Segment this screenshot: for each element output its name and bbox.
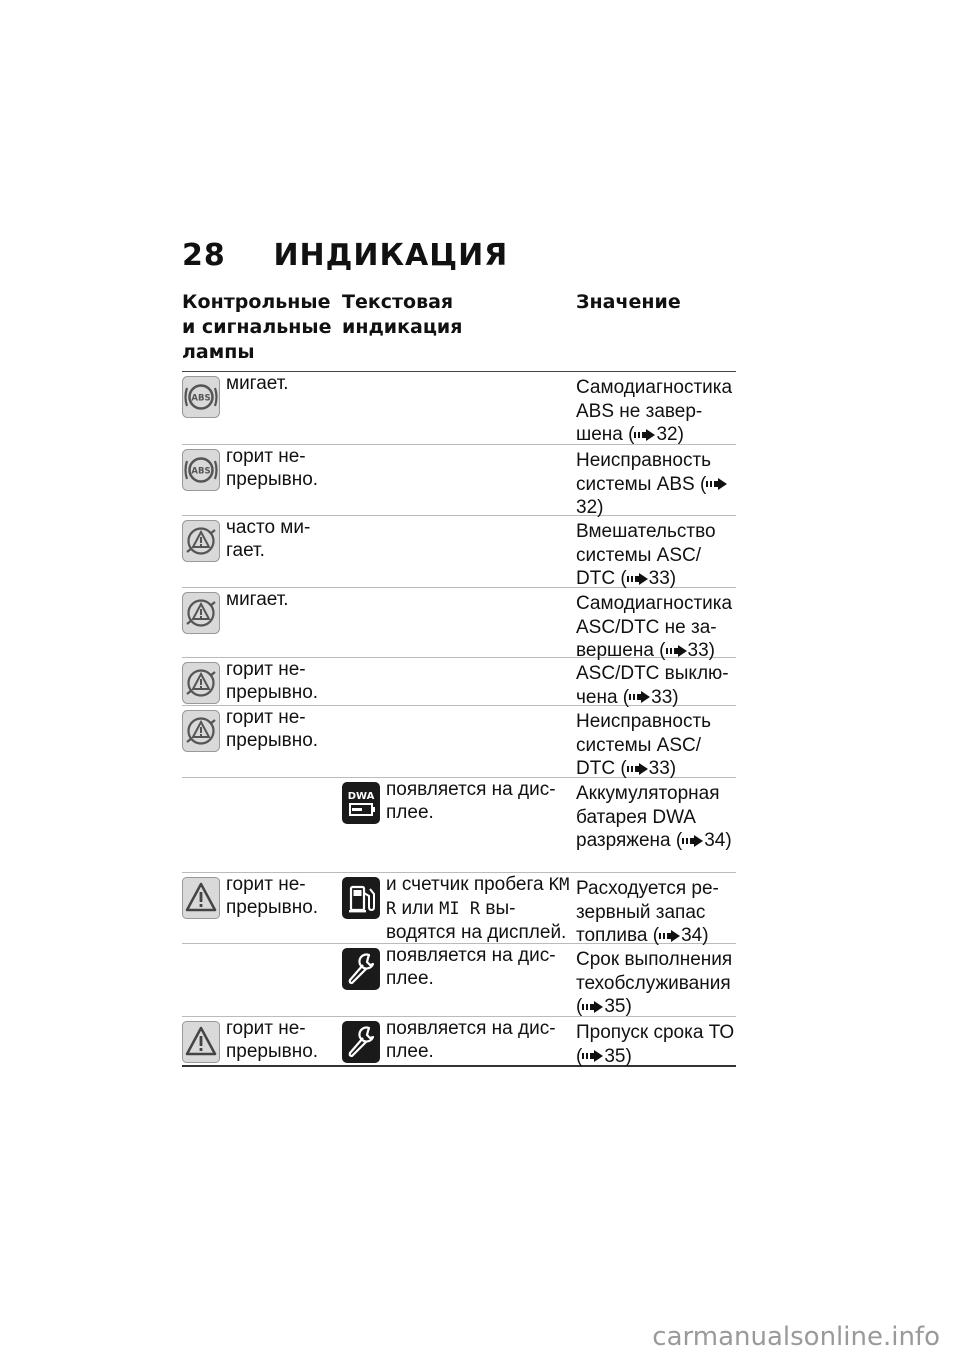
reference-arrow-icon — [627, 572, 649, 586]
lamp-cell — [182, 516, 342, 587]
dwa-battery-icon — [342, 782, 380, 824]
meaning-cell — [576, 445, 736, 518]
wrench-icon — [342, 948, 380, 990]
meaning-cell — [576, 778, 736, 872]
table-row — [182, 873, 736, 944]
lamp-state-text: часто ми-гает. — [226, 517, 311, 561]
meaning-cell — [576, 706, 736, 777]
reference-arrow-icon — [634, 428, 656, 442]
text-display-cell — [342, 778, 576, 872]
asc-warning-icon — [182, 710, 220, 752]
table-row — [182, 778, 736, 873]
lamp-state-text: мигает. — [226, 589, 289, 610]
meaning-text: Неисправность системы ABS (32) — [576, 445, 736, 520]
lamp-cell — [182, 658, 342, 705]
odometer-label: MI R — [439, 899, 481, 919]
text-display-cell — [342, 944, 576, 1016]
text-display-cell — [342, 658, 576, 705]
asc-warning-icon — [182, 520, 220, 562]
meaning-cell — [576, 372, 736, 444]
table-row — [182, 1017, 736, 1067]
column-header-lamps: Контрольные и сигнальные лампы — [182, 291, 332, 363]
general-warning-icon — [182, 877, 220, 919]
meaning-cell — [576, 873, 736, 946]
column-header-meaning: Значение — [576, 291, 681, 313]
table-row — [182, 588, 736, 661]
meaning-text: Самодиагностика ABS не завер-шена ( 32) — [576, 377, 733, 445]
lamp-cell — [182, 372, 342, 444]
page-header — [182, 238, 508, 273]
meaning-text: Вмешательство системы ASC/ DTC ( 33) — [576, 521, 716, 589]
text-display-cell — [342, 445, 576, 515]
lamp-cell — [182, 588, 342, 657]
table-row — [182, 658, 736, 706]
reference-arrow-icon — [682, 834, 704, 848]
meaning-cell — [576, 944, 736, 1016]
meaning-text: ASC/DTC выклю-чена ( 33) — [576, 663, 729, 708]
general-warning-icon — [182, 1021, 220, 1063]
page-reference[interactable]: ( 32) — [622, 424, 684, 445]
meaning-cell — [576, 588, 736, 661]
page-reference[interactable]: ( 33) — [617, 686, 679, 708]
reference-arrow-icon — [582, 1049, 604, 1063]
table-row — [182, 944, 736, 1017]
meaning-text: Расходуется ре-зервный запас топлива ( 34) — [576, 878, 719, 946]
display-text: появляется на дис-плее. — [386, 1018, 556, 1062]
odometer-label: KM R — [386, 875, 570, 919]
reference-arrow-icon — [659, 929, 681, 943]
reference-arrow-icon — [706, 477, 728, 491]
reference-arrow-icon — [627, 762, 649, 776]
reference-arrow-icon — [666, 644, 688, 658]
page-reference[interactable]: ( 33) — [615, 568, 677, 589]
display-text: появляется на дис-плее. — [386, 779, 556, 823]
lamp-state-text: горит не-прерывно. — [226, 659, 319, 703]
lamp-state-text: горит не-прерывно. — [226, 446, 319, 490]
meaning-cell — [576, 516, 736, 587]
fuel-pump-icon — [342, 877, 380, 919]
table-row — [182, 445, 736, 516]
lamp-cell — [182, 445, 342, 515]
abs-icon — [182, 376, 220, 418]
display-text: и счетчик пробега KM R или MI R вы-водятся на дисплей. — [386, 874, 570, 943]
indicator-table — [182, 290, 736, 1067]
table-row — [182, 516, 736, 588]
text-display-cell — [342, 372, 576, 444]
table-row — [182, 706, 736, 778]
page-number: 28 — [182, 238, 226, 273]
text-display-cell — [342, 1017, 576, 1065]
table-header — [182, 290, 736, 372]
lamp-state-text: горит не-прерывно. — [226, 874, 319, 918]
lamp-state-text: мигает. — [226, 373, 289, 394]
meaning-cell — [576, 658, 736, 708]
meaning-text: Самодиагностика ASC/DTC не за-вершена ( 33) — [576, 593, 733, 661]
page-reference[interactable]: ( 34) — [670, 830, 732, 851]
meaning-text: Пропуск срока ТО ( 35) — [576, 1022, 735, 1067]
lamp-state-text: горит не-прерывно. — [226, 707, 319, 751]
page-reference[interactable]: ( 35) — [576, 996, 632, 1017]
table-body — [182, 372, 736, 1067]
lamp-cell — [182, 873, 342, 943]
page-reference[interactable]: ( 35) — [576, 1045, 632, 1067]
column-header-text-display: Текстовая индикация — [342, 291, 463, 338]
asc-warning-icon — [182, 662, 220, 704]
watermark: carmanualsonline.info — [652, 1322, 940, 1352]
page-reference[interactable]: ( 33) — [653, 640, 715, 661]
text-display-cell — [342, 588, 576, 657]
text-display-cell — [342, 516, 576, 587]
lamp-cell — [182, 778, 342, 872]
lamp-cell — [182, 706, 342, 777]
page-reference[interactable]: ( 34) — [647, 925, 709, 946]
page-reference[interactable]: ( 33) — [615, 758, 677, 779]
reference-arrow-icon — [629, 690, 651, 704]
section-title: ИНДИКАЦИЯ — [273, 238, 509, 273]
abs-icon — [182, 449, 220, 491]
text-display-cell — [342, 706, 576, 777]
text-display-cell — [342, 873, 576, 943]
meaning-cell — [576, 1017, 736, 1065]
table-row — [182, 372, 736, 445]
wrench-icon — [342, 1021, 380, 1063]
meaning-text: Аккумуляторная батарея DWA разряжена ( 34) — [576, 783, 732, 851]
asc-warning-icon — [182, 592, 220, 634]
lamp-cell — [182, 944, 342, 1016]
reference-arrow-icon — [582, 1000, 604, 1014]
page-reference[interactable]: (32) — [576, 474, 728, 519]
meaning-text: Неисправность системы ASC/ DTC ( 33) — [576, 711, 712, 779]
lamp-cell — [182, 1017, 342, 1065]
lamp-state-text: горит не-прерывно. — [226, 1018, 319, 1062]
meaning-text: Срок выполнения техобслуживания ( 35) — [576, 949, 733, 1017]
display-text: появляется на дис-плее. — [386, 945, 556, 989]
